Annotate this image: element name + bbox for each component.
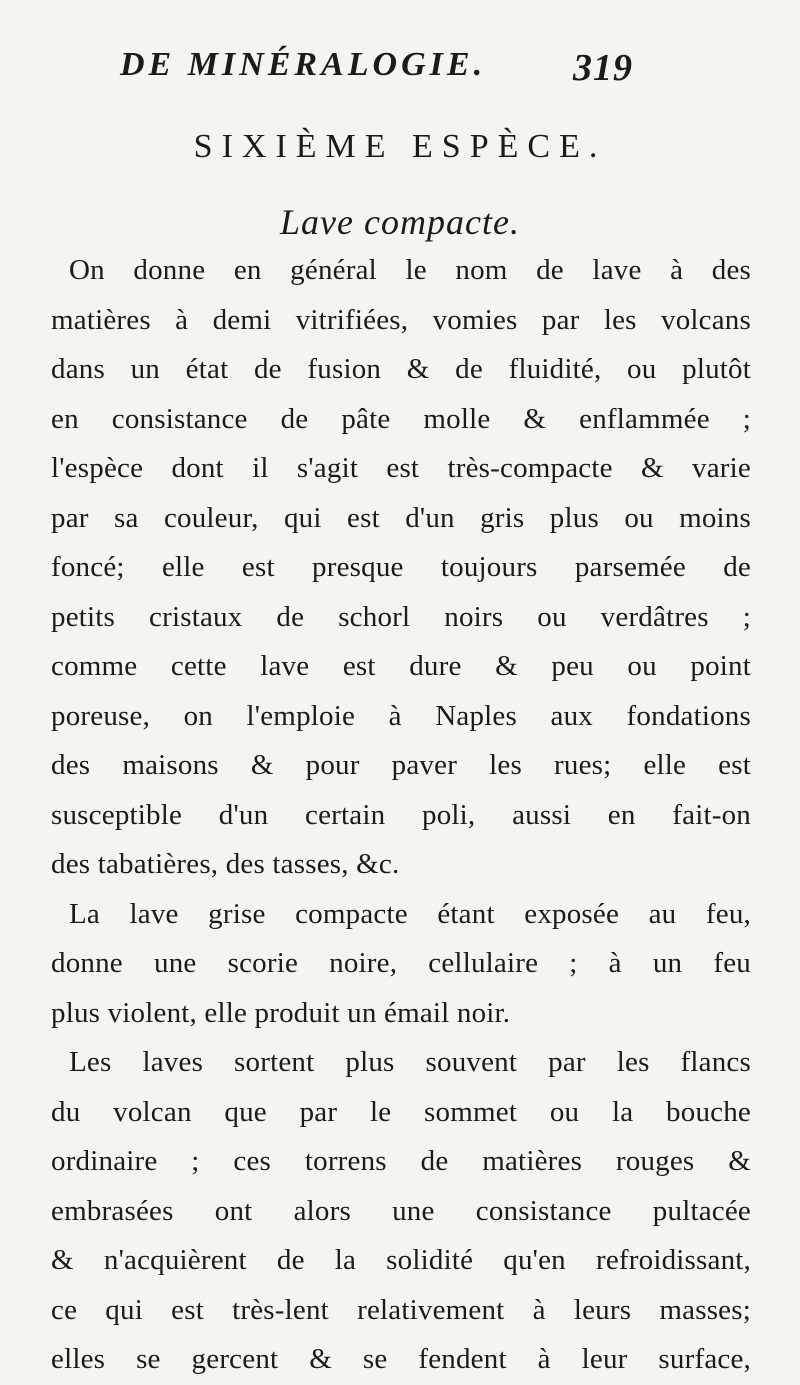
body-line: Les laves sortent plus souvent par les flancs (69, 1046, 751, 1078)
body-line: On donne en général le nom de lave à des (69, 254, 751, 286)
running-title: DE MINÉRALOGIE. (120, 46, 487, 83)
body-line: des maisons & pour paver les rues; elle est (51, 749, 751, 781)
body-line: en consistance de pâte molle & enflammée ; (51, 402, 751, 435)
body-line: ordinaire ; ces torrens de matières rouges & (51, 1145, 751, 1177)
body-line: & n'acquièrent de la solidité qu'en refroidissant, (51, 1244, 751, 1276)
body-line: La lave grise compacte étant exposée au feu, (69, 897, 751, 930)
running-head (0, 46, 800, 96)
body-line: elles se gercent & se fendent à leur surface, (51, 1343, 751, 1375)
body-text (51, 246, 751, 1385)
body-line: ce qui est très-lent relativement à leurs masses; (51, 1293, 751, 1326)
body-line: susceptible d'un certain poli, aussi en fait-on (51, 798, 751, 831)
body-line: matières à demi vitrifiées, vomies par les volcans (51, 303, 751, 336)
body-line: donne une scorie noire, cellulaire ; à un feu (51, 947, 751, 979)
page-number: 319 (573, 47, 633, 89)
section-heading: SIXIÈME ESPÈCE. (193, 128, 607, 165)
body-line: dans un état de fusion & de fluidité, ou plutôt (51, 353, 751, 385)
section-subheading: Lave compacte. (280, 202, 520, 242)
body-line: comme cette lave est dure & peu ou point (51, 650, 751, 682)
body-line: embrasées ont alors une consistance pultacée (51, 1194, 751, 1227)
body-line: par sa couleur, qui est d'un gris plus ou moins (51, 501, 751, 534)
body-line: des tabatières, des tasses, &c. (51, 848, 400, 880)
body-line: l'espèce dont il s'agit est très-compacte & varie (51, 452, 751, 484)
body-line: poreuse, on l'emploie à Naples aux fondations (51, 699, 751, 732)
body-line: petits cristaux de schorl noirs ou verdâtres ; (51, 600, 751, 633)
body-line: plus violent, elle produit un émail noir. (51, 996, 511, 1029)
body-line: du volcan que par le sommet ou la bouche (51, 1095, 751, 1128)
body-line: foncé; elle est presque toujours parsemée de (51, 551, 751, 583)
